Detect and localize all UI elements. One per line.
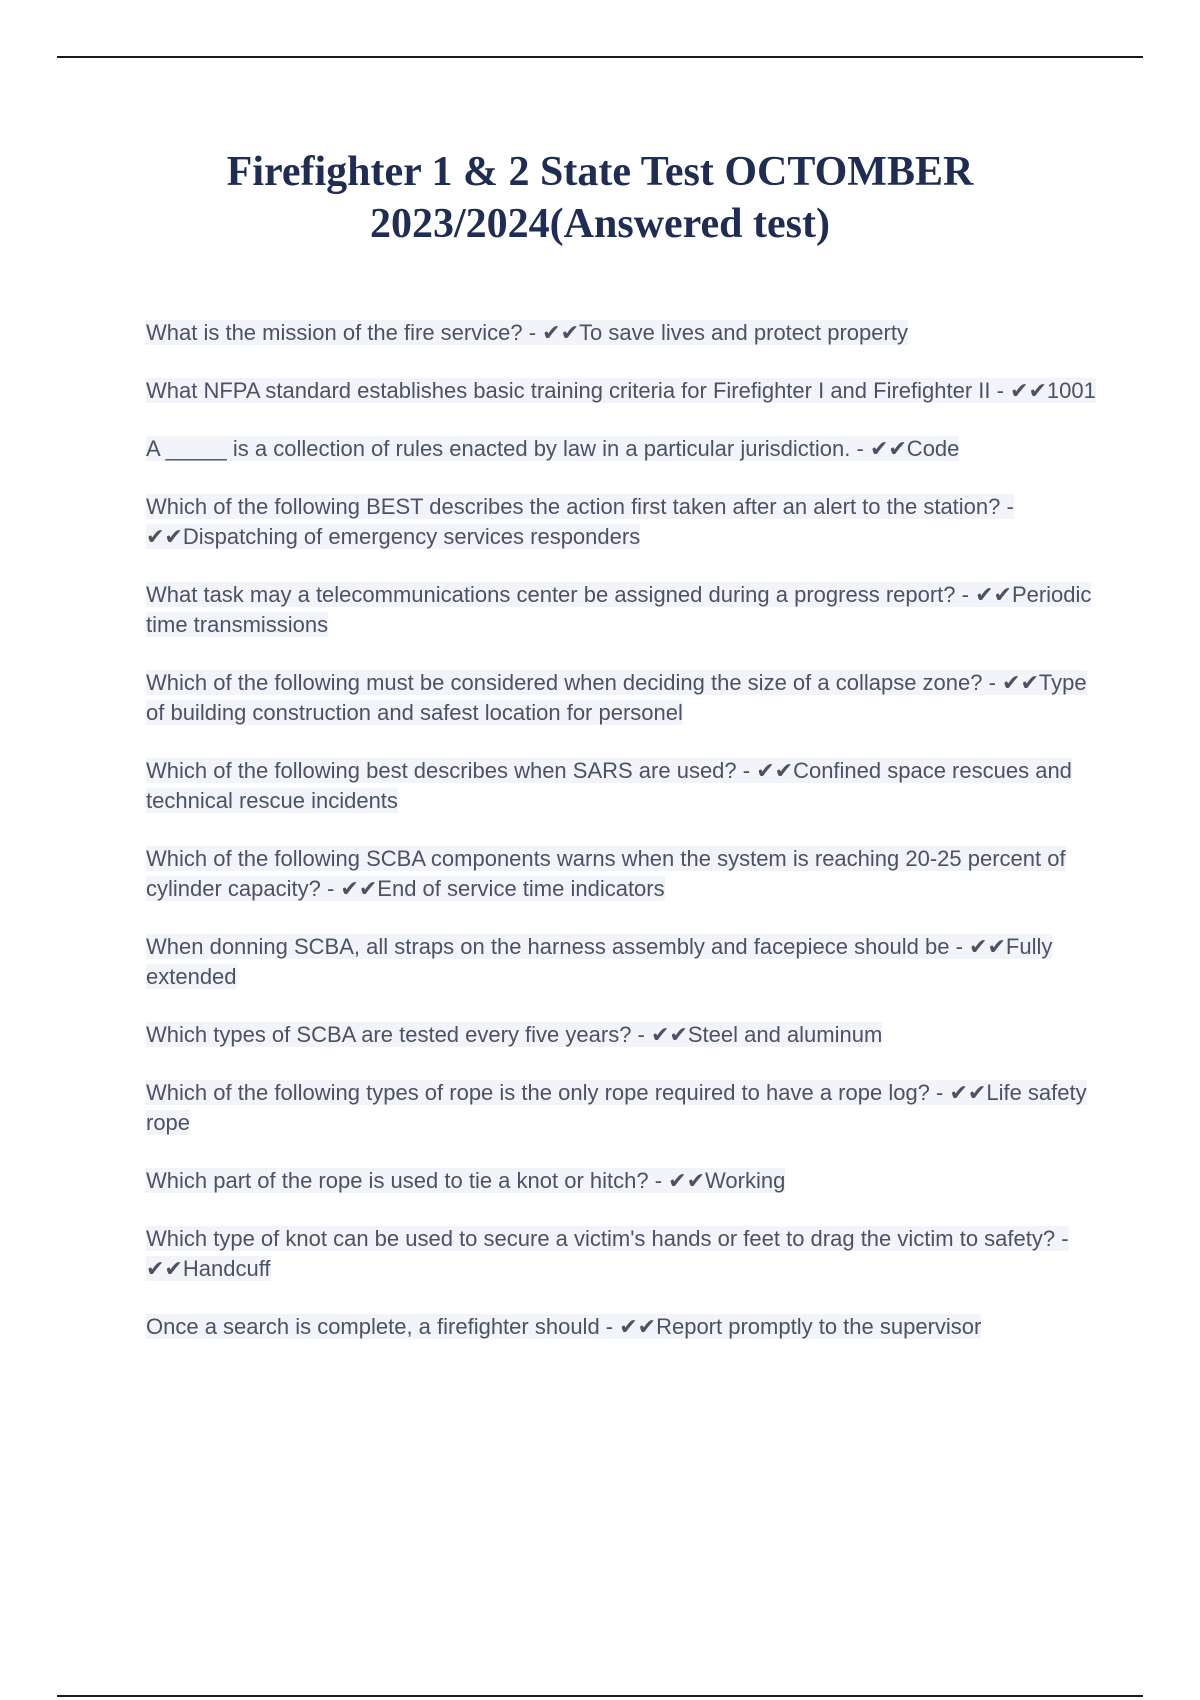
qa-item [146, 1224, 1096, 1284]
qa-text: Which part of the rope is used to tie a knot or hitch? - ✔✔Working [146, 1168, 786, 1193]
qa-item [146, 434, 1096, 464]
bottom-divider [57, 1695, 1143, 1697]
qa-text: Which of the following types of rope is the only rope required to have a rope log? - ✔✔Life safety rope [146, 1080, 1087, 1135]
qa-text: When donning SCBA, all straps on the harness assembly and facepiece should be - ✔✔Fully extended [146, 934, 1053, 989]
qa-item [146, 756, 1096, 816]
qa-text: Once a search is complete, a firefighter should - ✔✔Report promptly to the supervisor [146, 1314, 982, 1339]
qa-text: Which types of SCBA are tested every five years? - ✔✔Steel and aluminum [146, 1022, 883, 1047]
document-title: Firefighter 1 & 2 State Test OCTOMBER 2023/2024(Answered test) [226, 149, 974, 247]
qa-item [146, 932, 1096, 992]
qa-item [146, 1166, 1096, 1196]
qa-text: What NFPA standard establishes basic training criteria for Firefighter I and Firefighter II - ✔✔1001 [146, 378, 1096, 403]
qa-text: Which of the following best describes when SARS are used? - ✔✔Confined space rescues and technical rescue incidents [146, 758, 1072, 813]
qa-item [146, 844, 1096, 904]
qa-item [146, 580, 1096, 640]
qa-item [146, 668, 1096, 728]
question-answer-list [146, 318, 1096, 1370]
qa-text: Which of the following SCBA components warns when the system is reaching 20-25 percent of cylinder capacity? - ✔✔End of service time indicators [146, 846, 1066, 901]
qa-item [146, 1020, 1096, 1050]
qa-item [146, 1078, 1096, 1138]
qa-text: What is the mission of the fire service? - ✔✔To save lives and protect property [146, 320, 908, 345]
qa-text: Which of the following must be considered when deciding the size of a collapse zone? - ✔✔Type of building construction and safest location for personel [146, 670, 1087, 725]
qa-item [146, 318, 1096, 348]
qa-item [146, 376, 1096, 406]
qa-text: What task may a telecommunications center be assigned during a progress report? - ✔✔Periodic time transmissions [146, 582, 1092, 637]
qa-text: A _____ is a collection of rules enacted by law in a particular jurisdiction. - ✔✔Code [146, 436, 960, 461]
top-divider [57, 56, 1143, 58]
qa-item [146, 1312, 1096, 1342]
qa-item [146, 492, 1096, 552]
qa-text: Which of the following BEST describes the action first taken after an alert to the station? - ✔✔Dispatching of emergency services responders [146, 494, 1014, 549]
qa-text: Which type of knot can be used to secure a victim's hands or feet to drag the victim to safety? - ✔✔Handcuff [146, 1226, 1069, 1281]
